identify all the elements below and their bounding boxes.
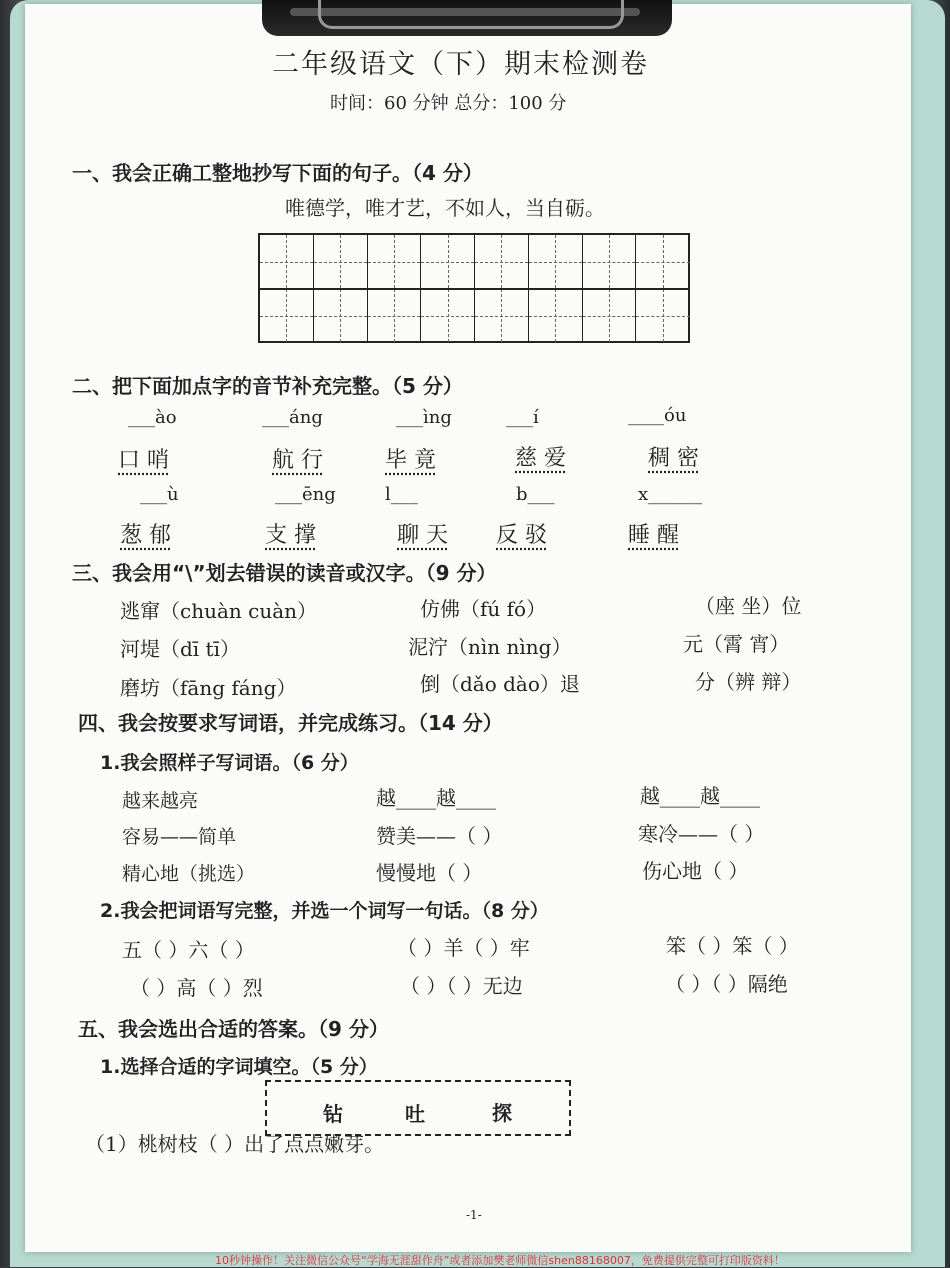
section-1-heading: 一、我会正确工整地抄写下面的句子。（4 分） xyxy=(72,161,483,185)
fill-blank[interactable]: 赞美——（ ） xyxy=(376,824,503,848)
copy-sentence: 唯德学，唯才艺，不如人，当自砺。 xyxy=(285,196,605,220)
example-word: 精心地（挑选） xyxy=(122,863,256,885)
word: 慈 爱 xyxy=(515,446,566,471)
idiom-blank[interactable]: （ ）高（ ）烈 xyxy=(130,976,263,1000)
idiom-blank[interactable]: （ ）羊（ ）牢 xyxy=(397,936,530,960)
section-3-heading: 三、我会用“\”划去错误的读音或汉字。（9 分） xyxy=(72,561,497,585)
page-number: -1- xyxy=(466,1208,482,1222)
word: 聊 天 xyxy=(397,523,448,548)
fill-sentence[interactable]: （1）桃树枝（ ）出了点点嫩芽。 xyxy=(85,1132,385,1156)
option-word: 吐 xyxy=(405,1102,425,1126)
question-5-1: 1.选择合适的字词填空。（5 分） xyxy=(100,1056,378,1078)
section-2-heading: 二、把下面加点字的音节补充完整。（5 分） xyxy=(72,374,463,398)
writing-grid[interactable] xyxy=(258,233,690,343)
pinyin-blank[interactable]: l___ xyxy=(385,484,418,505)
word: 反 驳 xyxy=(496,523,547,548)
word: 稠 密 xyxy=(648,446,699,471)
choice-item[interactable]: 泥泞（nìn nìng） xyxy=(408,635,572,659)
fill-blank[interactable]: 慢慢地（ ） xyxy=(376,861,483,885)
pinyin-blank[interactable]: ___ào xyxy=(128,407,177,428)
choice-item[interactable]: 倒（dǎo dào）退 xyxy=(420,672,580,696)
fill-blank[interactable]: 越____越____ xyxy=(640,784,760,808)
choice-item[interactable]: 磨坊（fāng fáng） xyxy=(120,676,297,700)
option-word: 探 xyxy=(492,1101,512,1125)
choice-item[interactable]: 分（辨 辩） xyxy=(695,670,802,694)
watermark-footer: 10秒钟操作！关注微信公众号“学海无涯甜作舟”或者添加樊老师微信shen88168007，免费提供完整可打印版资料！ xyxy=(215,1254,785,1267)
idiom-blank[interactable]: 五（ ）六（ ） xyxy=(122,938,255,962)
word: 毕 竟 xyxy=(385,448,436,473)
fill-blank[interactable]: 越____越____ xyxy=(376,786,496,810)
choice-item[interactable]: 河堤（dī tī） xyxy=(120,637,240,661)
word: 口 哨 xyxy=(118,448,169,473)
example-word: 容易——简单 xyxy=(122,826,237,848)
choice-item[interactable]: 仿佛（fú fó） xyxy=(420,597,547,621)
idiom-blank[interactable]: 笨（ ）笨（ ） xyxy=(666,934,799,958)
pinyin-blank[interactable]: ____óu xyxy=(628,405,687,426)
pinyin-blank[interactable]: ___í xyxy=(506,407,539,428)
word: 航 行 xyxy=(272,448,323,473)
choice-item[interactable]: 逃窜（chuàn cuàn） xyxy=(120,599,318,623)
exam-info: 时间：60 分钟 总分：100 分 xyxy=(330,93,567,114)
section-5-heading: 五、我会选出合适的答案。（9 分） xyxy=(78,1017,389,1041)
question-4-2: 2.我会把词语写完整，并选一个词写一句话。（8 分） xyxy=(100,900,549,922)
clip-ring xyxy=(318,0,624,29)
choice-item[interactable]: （座 坐）位 xyxy=(695,594,802,618)
word: 睡 醒 xyxy=(628,523,679,548)
pinyin-blank[interactable]: b___ xyxy=(516,484,555,505)
word: 葱 郁 xyxy=(120,523,171,548)
question-4-1: 1.我会照样子写词语。（6 分） xyxy=(100,752,359,774)
choice-item[interactable]: 元（霄 宵） xyxy=(683,632,790,656)
page-title: 二年级语文（下）期末检测卷 xyxy=(272,49,649,80)
fill-blank[interactable]: 伤心地（ ） xyxy=(642,859,749,883)
fill-blank[interactable]: 寒冷——（ ） xyxy=(638,822,765,846)
idiom-blank[interactable]: （ ）（ ）隔绝 xyxy=(665,972,788,996)
pinyin-blank[interactable]: ___áng xyxy=(262,407,323,428)
idiom-blank[interactable]: （ ）（ ）无边 xyxy=(400,974,523,998)
pinyin-blank[interactable]: ___ēng xyxy=(275,484,336,505)
option-word: 钻 xyxy=(323,1102,343,1126)
pinyin-blank[interactable]: ___ìng xyxy=(396,407,452,428)
pinyin-blank[interactable]: x______ xyxy=(638,484,703,505)
pinyin-blank[interactable]: ___ù xyxy=(140,484,179,505)
section-4-heading: 四、我会按要求写词语，并完成练习。（14 分） xyxy=(78,711,503,735)
example-word: 越来越亮 xyxy=(122,790,199,812)
word: 支 撑 xyxy=(265,523,316,548)
